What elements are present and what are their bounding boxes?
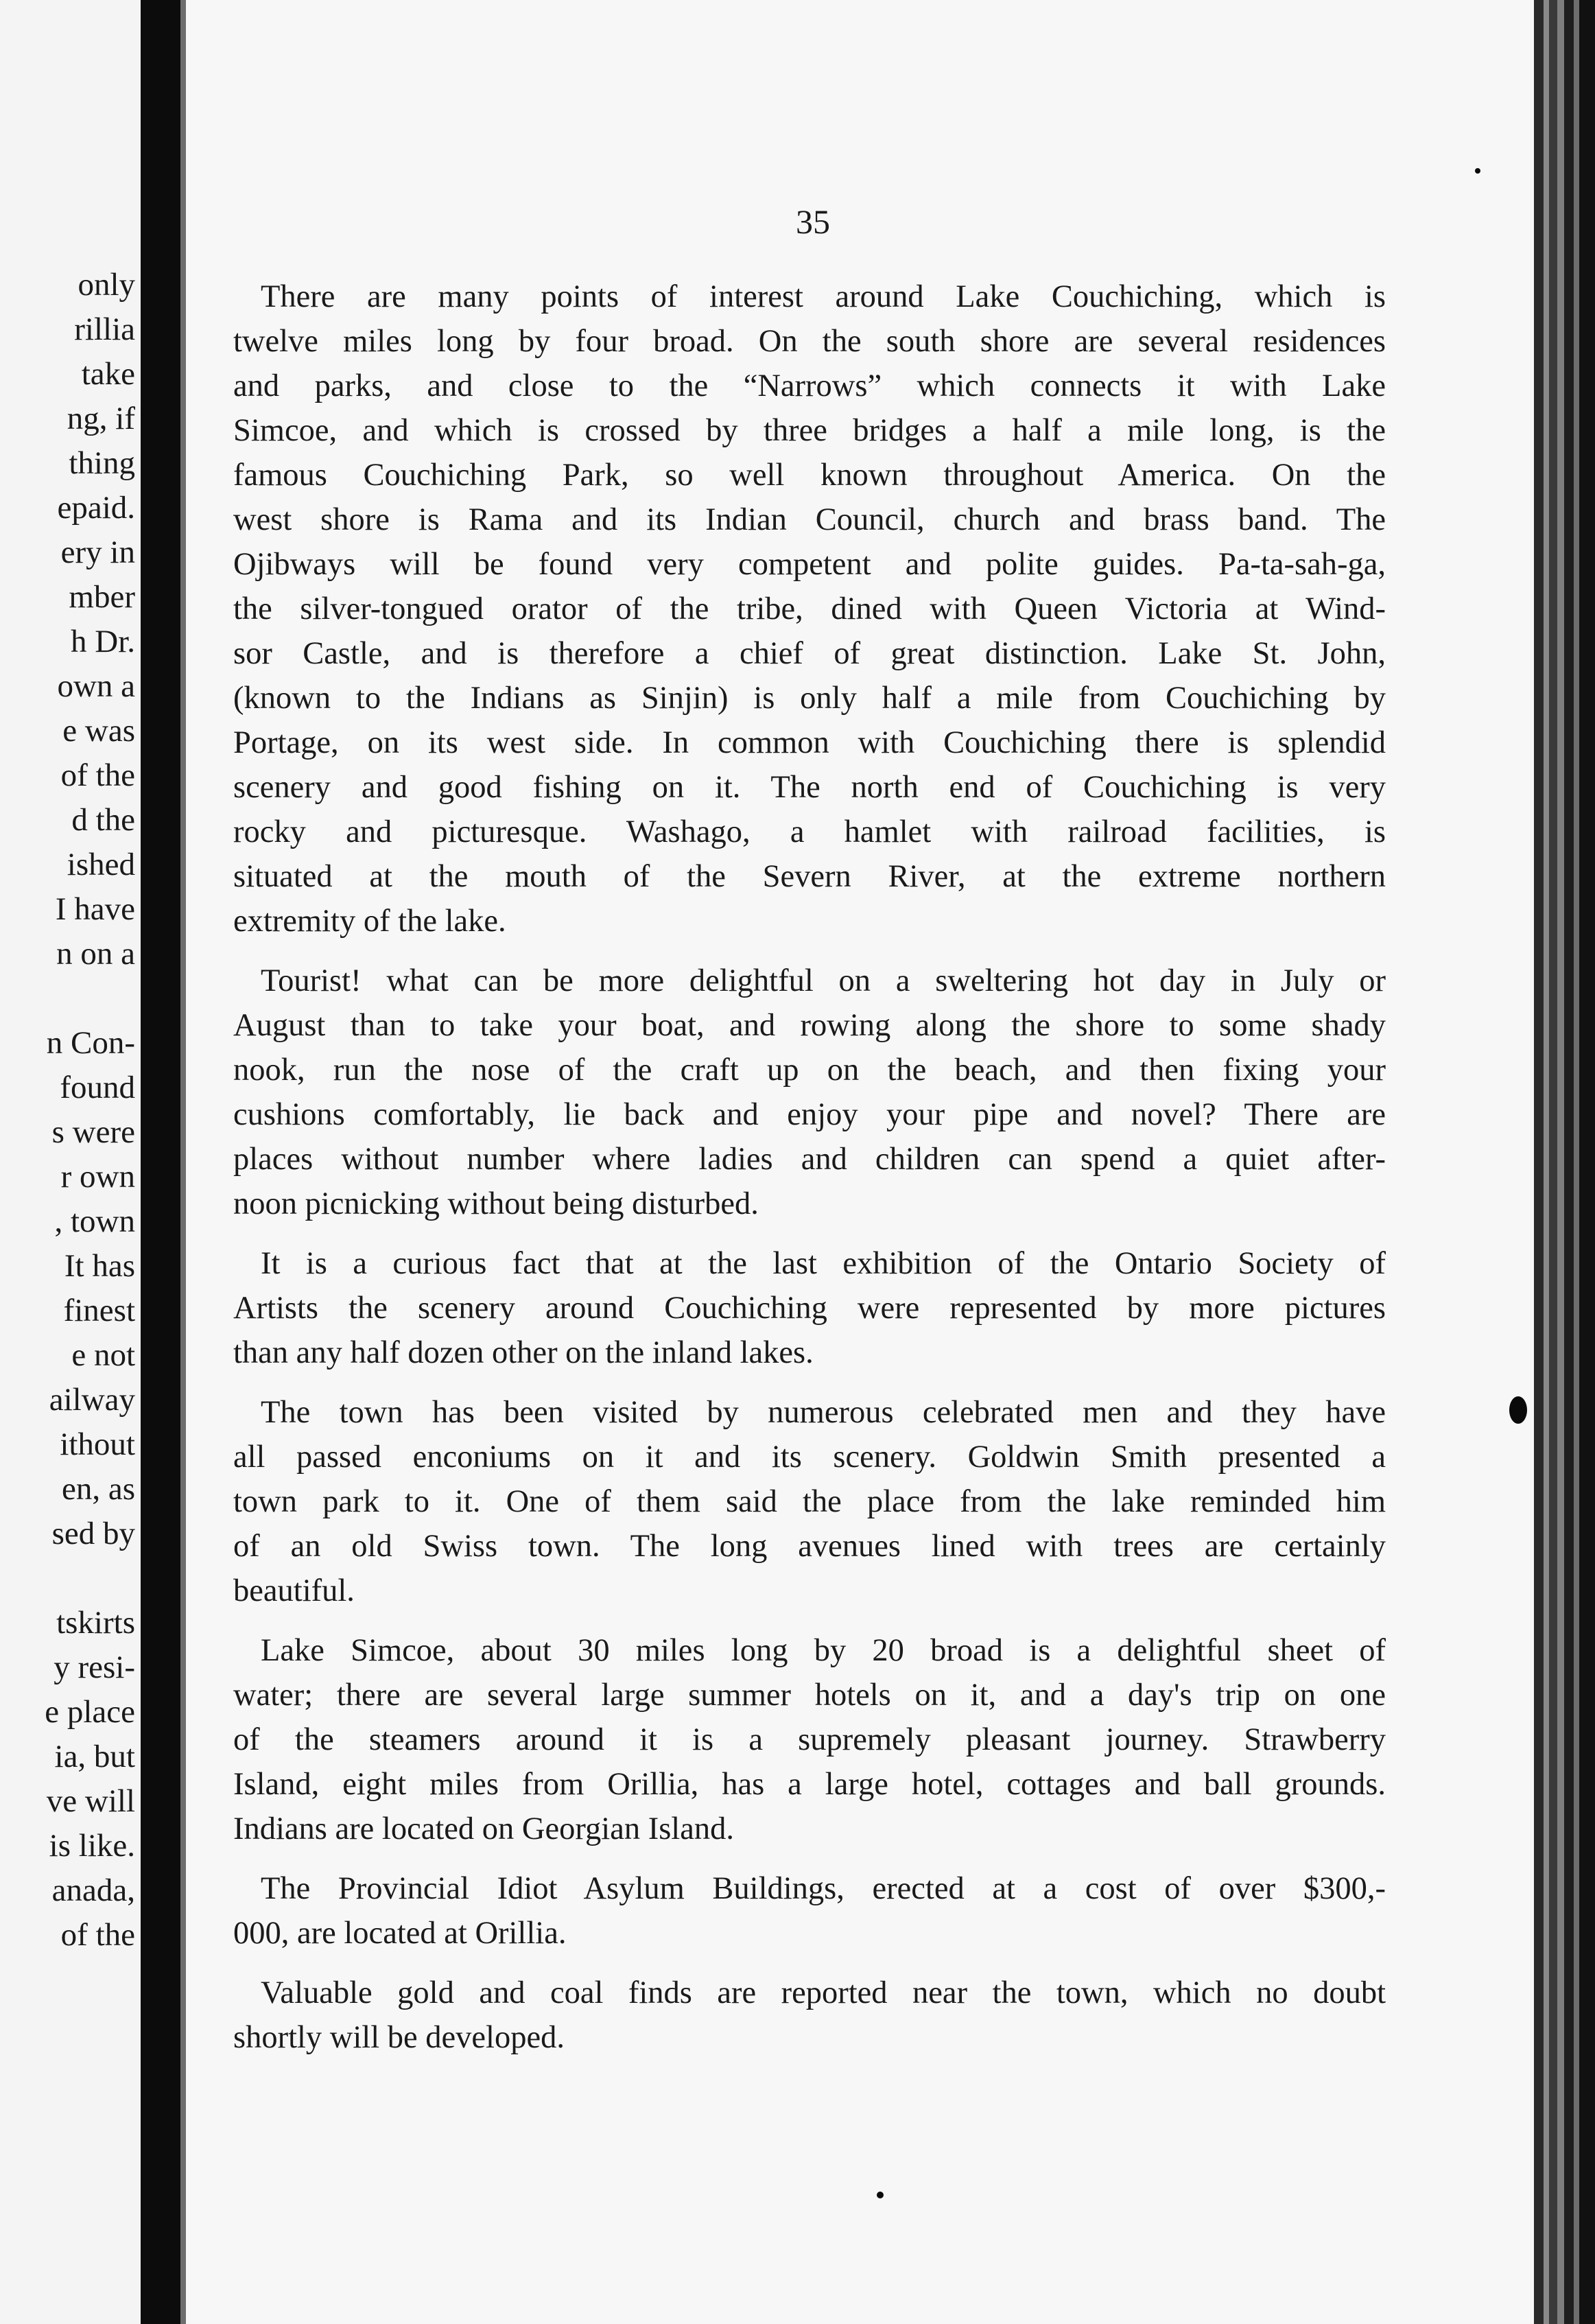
facing-page-line: It has bbox=[64, 1248, 135, 1284]
facing-page-line: only bbox=[78, 267, 135, 303]
facing-page-line: ery in bbox=[60, 535, 135, 570]
text-line: Portage, on its west side. In common with Couchiching there is splendid bbox=[233, 725, 1386, 760]
text-line: August than to take your boat, and rowing along the shore to some shady bbox=[233, 1008, 1386, 1043]
text-line: Ojibways will be found very competent and polite guides. Pa-ta-sah-ga, bbox=[233, 547, 1386, 582]
facing-page-line: n Con- bbox=[46, 1025, 135, 1061]
facing-page-line: , town bbox=[54, 1204, 135, 1239]
paragraph bbox=[233, 1241, 1386, 1375]
paragraph bbox=[233, 1628, 1386, 1851]
facing-page-line: anada, bbox=[51, 1873, 135, 1908]
facing-page-line: e place bbox=[45, 1694, 135, 1730]
facing-page-line: rillia bbox=[74, 312, 135, 347]
ink-speck bbox=[877, 2192, 884, 2198]
facing-page-line: r own bbox=[60, 1159, 135, 1195]
text-line: town park to it. One of them said the place from the lake reminded him bbox=[233, 1484, 1386, 1519]
text-line: twelve miles long by four broad. On the south shore are several residences bbox=[233, 324, 1386, 359]
paragraph bbox=[233, 1866, 1386, 1956]
facing-page-line: thing bbox=[69, 445, 135, 481]
paragraph bbox=[233, 274, 1386, 943]
text-line: The town has been visited by numerous celebrated men and they have bbox=[261, 1395, 1386, 1430]
text-line: Island, eight miles from Orillia, has a large hotel, cottages and ball grounds. bbox=[233, 1767, 1386, 1802]
ink-blot bbox=[1509, 1396, 1527, 1424]
facing-page-line: ished bbox=[67, 847, 135, 882]
text-line: situated at the mouth of the Severn River, at the extreme northern bbox=[233, 859, 1386, 894]
facing-page-line: is like. bbox=[49, 1828, 135, 1864]
facing-page-line: tskirts bbox=[56, 1605, 135, 1641]
facing-page-line: ve will bbox=[46, 1783, 135, 1819]
facing-page-line: d the bbox=[71, 802, 135, 838]
facing-page-line: n on a bbox=[56, 936, 135, 972]
text-line: Lake Simcoe, about 30 miles long by 20 broad is a delightful sheet of bbox=[261, 1633, 1386, 1668]
text-line: nook, run the nose of the craft up on the beach, and then fixing your bbox=[233, 1053, 1386, 1088]
text-line: Indians are located on Georgian Island. bbox=[233, 1811, 734, 1846]
text-line: water; there are several large summer hotels on it, and a day's trip on one bbox=[233, 1678, 1386, 1713]
text-line: shortly will be developed. bbox=[233, 2020, 565, 2055]
text-line: There are many points of interest around Lake Couchiching, which is bbox=[261, 279, 1386, 314]
book-gutter bbox=[141, 0, 180, 2324]
facing-page-line: y resi- bbox=[54, 1650, 135, 1685]
facing-page-line: ithout bbox=[60, 1427, 135, 1462]
text-line: scenery and good fishing on it. The north end of Couchiching is very bbox=[233, 770, 1386, 805]
text-line: and parks, and close to the “Narrows” which connects it with Lake bbox=[233, 368, 1386, 403]
text-line: The Provincial Idiot Asylum Buildings, erected at a cost of over $300,- bbox=[261, 1871, 1386, 1906]
paragraph bbox=[233, 959, 1386, 1226]
page-stack-edge bbox=[1534, 0, 1595, 2324]
facing-page-line: of the bbox=[60, 758, 135, 793]
text-line: beautiful. bbox=[233, 1573, 355, 1608]
text-line: the silver-tongued orator of the tribe, dined with Queen Victoria at Wind- bbox=[233, 591, 1386, 626]
text-line: noon picnicking without being disturbed. bbox=[233, 1186, 759, 1221]
text-line: Simcoe, and which is crossed by three bridges a half a mile long, is the bbox=[233, 413, 1386, 448]
text-line: west shore is Rama and its Indian Council, church and brass band. The bbox=[233, 502, 1386, 537]
facing-page-line: en, as bbox=[61, 1471, 135, 1507]
text-line: (known to the Indians as Sinjin) is only half a mile from Couchiching by bbox=[233, 681, 1386, 716]
text-line: of an old Swiss town. The long avenues lined with trees are certainly bbox=[233, 1529, 1386, 1564]
gutter-edge bbox=[180, 0, 186, 2324]
facing-page-line: ng, if bbox=[67, 401, 135, 436]
facing-page-line: epaid. bbox=[57, 490, 135, 526]
facing-page-line: e was bbox=[62, 713, 135, 749]
text-line: rocky and picturesque. Washago, a hamlet with railroad facilities, is bbox=[233, 814, 1386, 849]
page-body-text bbox=[233, 274, 1386, 2075]
facing-page-line: s were bbox=[51, 1114, 135, 1150]
text-line: all passed enconiums on it and its scenery. Goldwin Smith presented a bbox=[233, 1440, 1386, 1475]
text-line: of the steamers around it is a supremely pleasant journey. Strawberry bbox=[233, 1722, 1386, 1757]
text-line: It is a curious fact that at the last exhibition of the Ontario Society of bbox=[261, 1246, 1386, 1281]
text-line: famous Couchiching Park, so well known throughout America. On the bbox=[233, 458, 1386, 493]
ink-speck bbox=[1475, 168, 1480, 174]
facing-page-line: found bbox=[60, 1070, 135, 1105]
text-line: sor Castle, and is therefore a chief of great distinction. Lake St. John, bbox=[233, 636, 1386, 671]
facing-page-line: own a bbox=[57, 668, 135, 704]
facing-page-line: sed by bbox=[51, 1516, 135, 1551]
facing-page-line: finest bbox=[63, 1293, 135, 1328]
paragraph bbox=[233, 1971, 1386, 2060]
text-line: Valuable gold and coal finds are reported near the town, which no doubt bbox=[261, 1975, 1386, 2010]
facing-page-line: ia, but bbox=[54, 1739, 135, 1774]
facing-page-line: take bbox=[81, 356, 135, 392]
page-number: 35 bbox=[796, 202, 830, 241]
paragraph bbox=[233, 1390, 1386, 1613]
facing-page-line: mber bbox=[69, 579, 135, 615]
facing-page-line: ailway bbox=[49, 1382, 135, 1418]
text-line: 000, are located at Orillia. bbox=[233, 1916, 567, 1951]
facing-page-line: of the bbox=[60, 1917, 135, 1953]
facing-page-line: e not bbox=[71, 1337, 135, 1373]
facing-page-fragment bbox=[0, 0, 141, 2324]
facing-page-line: h Dr. bbox=[71, 624, 135, 659]
text-line: cushions comfortably, lie back and enjoy your pipe and novel? There are bbox=[233, 1097, 1386, 1132]
text-line: places without number where ladies and children can spend a quiet after- bbox=[233, 1142, 1386, 1177]
facing-page-line: I have bbox=[55, 891, 135, 927]
text-line: extremity of the lake. bbox=[233, 904, 506, 939]
text-line: than any half dozen other on the inland lakes. bbox=[233, 1335, 814, 1370]
text-line: Artists the scenery around Couchiching were represented by more pictures bbox=[233, 1291, 1386, 1326]
text-line: Tourist! what can be more delightful on a sweltering hot day in July or bbox=[261, 963, 1386, 998]
